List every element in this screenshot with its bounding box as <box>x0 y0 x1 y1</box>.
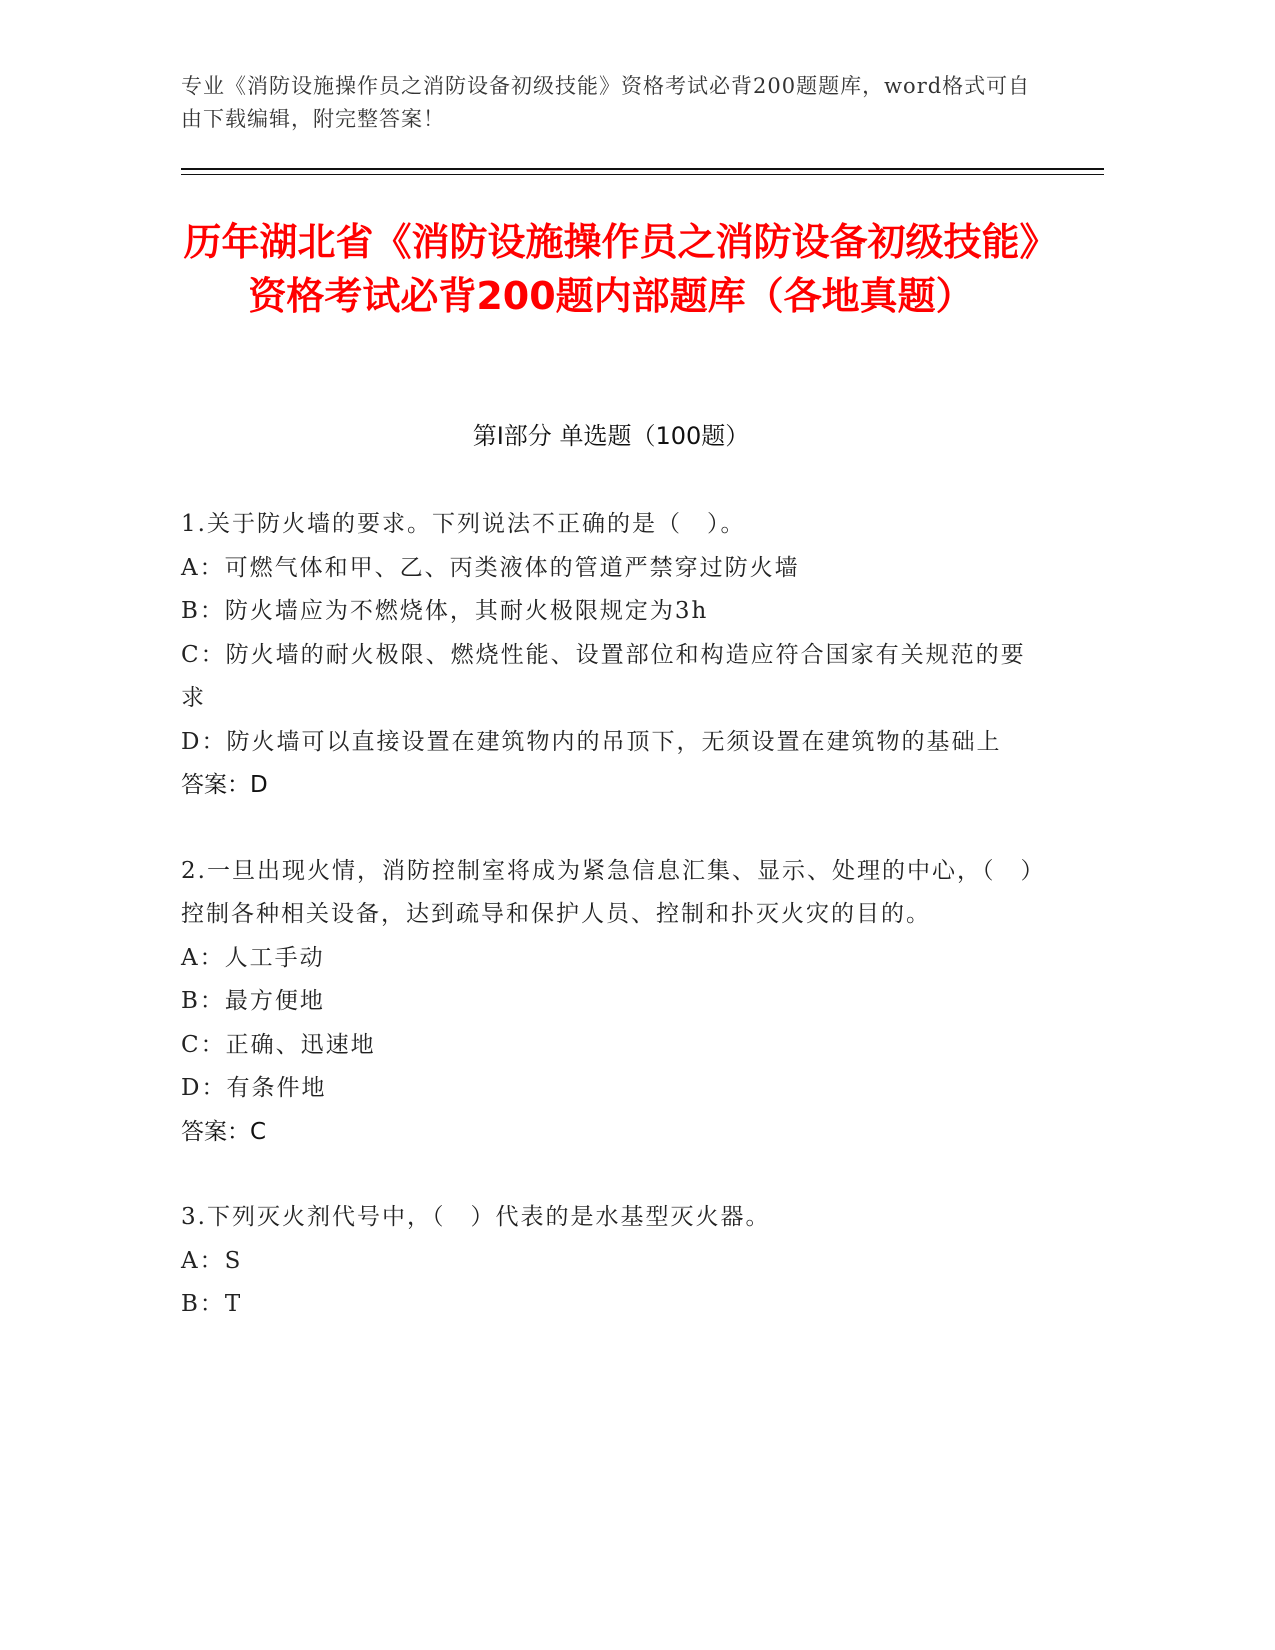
section-title: 第Ⅰ部分 单选题（100题） <box>472 422 750 450</box>
question-2 <box>181 850 1041 1155</box>
answer: 答案：C <box>181 1118 267 1145</box>
option-b: B：防火墙应为不燃烧体，其耐火极限规定为3h <box>181 598 709 624</box>
question-list <box>181 503 1041 1369</box>
question-3 <box>181 1196 1041 1327</box>
answer: 答案：D <box>181 772 268 798</box>
option-c: C：正确、迅速地 <box>181 1031 376 1058</box>
question-stem: 1.关于防火墙的要求。下列说法不正确的是（ ）。 <box>181 511 746 537</box>
option-b: B：最方便地 <box>181 988 325 1014</box>
question-1 <box>181 503 1041 808</box>
option-b: B：T <box>181 1291 243 1317</box>
header-divider-thick <box>181 168 1104 170</box>
header-note: 专业《消防设施操作员之消防设备初级技能》资格考试必背200题题库，word格式可自由下载编辑，附完整答案！ <box>181 74 1031 131</box>
question-stem: 3.下列灭火剂代号中，（ ）代表的是水基型灭火器。 <box>181 1204 771 1230</box>
document-title: 历年湖北省《消防设施操作员之消防设备初级技能》资格考试必背200题内部题库（各地真题） <box>183 220 1039 318</box>
question-stem: 2.一旦出现火情，消防控制室将成为紧急信息汇集、显示、处理的中心，（ ）控制各种相关设备，达到疏导和保护人员、控制和扑灭火灾的目的。 <box>181 857 1034 927</box>
option-a: A：人工手动 <box>181 944 325 971</box>
option-c: C：防火墙的耐火极限、燃烧性能、设置部位和构造应符合国家有关规范的要求 <box>181 641 1026 711</box>
option-a: A：可燃气体和甲、乙、丙类液体的管道严禁穿过防火墙 <box>181 554 800 581</box>
option-d: D：防火墙可以直接设置在建筑物内的吊顶下，无须设置在建筑物的基础上 <box>181 728 1002 755</box>
option-a: A：S <box>181 1247 243 1274</box>
header-divider-thin <box>181 174 1104 175</box>
option-d: D：有条件地 <box>181 1075 327 1101</box>
